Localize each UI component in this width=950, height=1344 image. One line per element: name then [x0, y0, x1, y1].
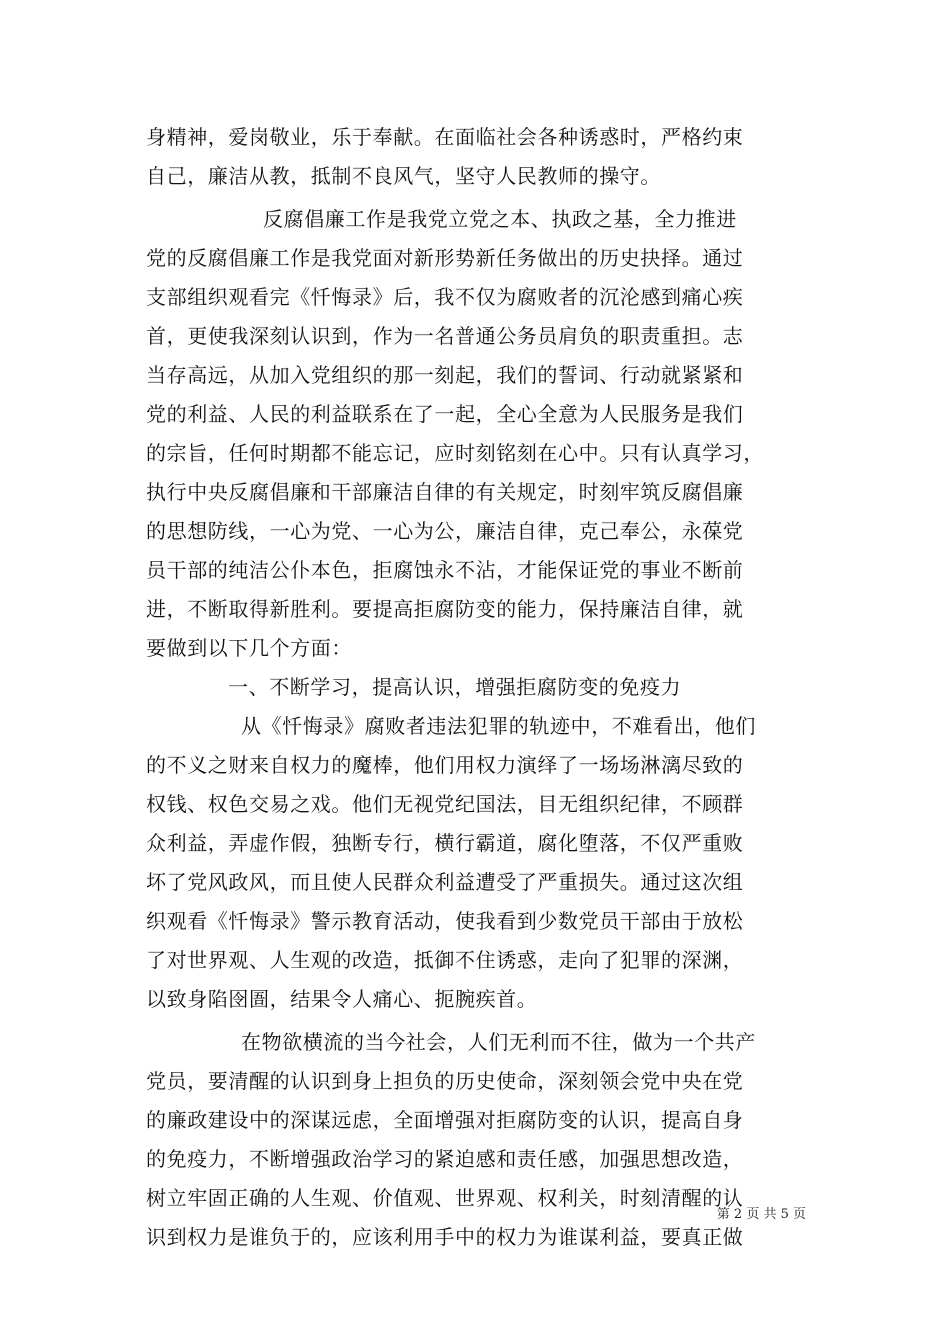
text-line: 以致身陷囹圄，结果令人痛心、扼腕疾首。	[146, 987, 538, 1011]
text-line: 树立牢固正确的人生观、价值观、世界观、权利关，时刻清醒的认	[146, 1186, 744, 1210]
text-line: 党的利益、人民的利益联系在了一起，全心全意为人民服务是我们	[146, 402, 744, 426]
section-heading: 一、不断学习，提高认识，增强拒腐防变的免疫力	[228, 675, 682, 699]
text-line: 当存高远，从加入党组织的那一刻起，我们的誓词、行动就紧紧和	[146, 363, 744, 387]
text-line: 众利益，弄虚作假，独断专行，横行霸道，腐化堕落，不仅严重败	[146, 831, 744, 855]
paragraph-first-line: 反腐倡廉工作是我党立党之本、执政之基，全力推进	[263, 207, 737, 231]
paragraph-first-line: 在物欲横流的当今社会，人们无利而不往，做为一个共产	[241, 1030, 756, 1054]
text-line: 的宗旨，任何时期都不能忘记，应时刻铭刻在心中。只有认真学习，	[146, 441, 764, 465]
text-line: 党的反腐倡廉工作是我党面对新形势新任务做出的历史抉择。通过	[146, 246, 744, 270]
text-line: 的免疫力，不断增强政治学习的紧迫感和责任感，加强思想改造，	[146, 1147, 744, 1171]
text-line: 党员，要清醒的认识到身上担负的历史使命，深刻领会党中央在党	[146, 1069, 744, 1093]
text-line: 的廉政建设中的深谋远虑，全面增强对拒腐防变的认识，提高自身	[146, 1108, 744, 1132]
text-line: 织观看《忏悔录》警示教育活动，使我看到少数党员干部由于放松	[146, 909, 744, 933]
text-line: 了对世界观、人生观的改造，抵御不住诱惑，走向了犯罪的深渊，	[146, 948, 744, 972]
text-line: 进，不断取得新胜利。要提高拒腐防变的能力，保持廉洁自律，就	[146, 597, 744, 621]
page-number-footer: 第 2 页 共 5 页	[716, 1207, 806, 1222]
text-line: 员干部的纯洁公仆本色，拒腐蚀永不沾，才能保证党的事业不断前	[146, 558, 744, 582]
text-line: 自己，廉洁从教，抵制不良风气，坚守人民教师的操守。	[146, 164, 661, 188]
text-line: 坏了党风政风，而且使人民群众利益遭受了严重损失。通过这次组	[146, 870, 744, 894]
text-line: 身精神，爱岗敬业，乐于奉献。在面临社会各种诱惑时，严格约束	[146, 125, 744, 149]
text-line: 首，更使我深刻认识到，作为一名普通公务员肩负的职责重担。志	[146, 324, 744, 348]
text-line: 的思想防线，一心为党、一心为公，廉洁自律，克己奉公，永葆党	[146, 519, 744, 543]
text-line: 执行中央反腐倡廉和干部廉洁自律的有关规定，时刻牢筑反腐倡廉	[146, 480, 744, 504]
document-body	[146, 118, 811, 1257]
text-line: 识到权力是谁负于的，应该利用手中的权力为谁谋利益，要真正做	[146, 1225, 744, 1249]
text-line: 权钱、权色交易之戏。他们无视党纪国法，目无组织纪律，不顾群	[146, 792, 744, 816]
text-line: 支部组织观看完《忏悔录》后，我不仅为腐败者的沉沦感到痛心疾	[146, 285, 744, 309]
text-line: 要做到以下几个方面：	[146, 636, 352, 660]
text-line: 的不义之财来自权力的魔棒，他们用权力演绎了一场场淋漓尽致的	[146, 753, 744, 777]
paragraph-first-line: 从《忏悔录》腐败者违法犯罪的轨迹中，不难看出，他们	[241, 714, 756, 738]
